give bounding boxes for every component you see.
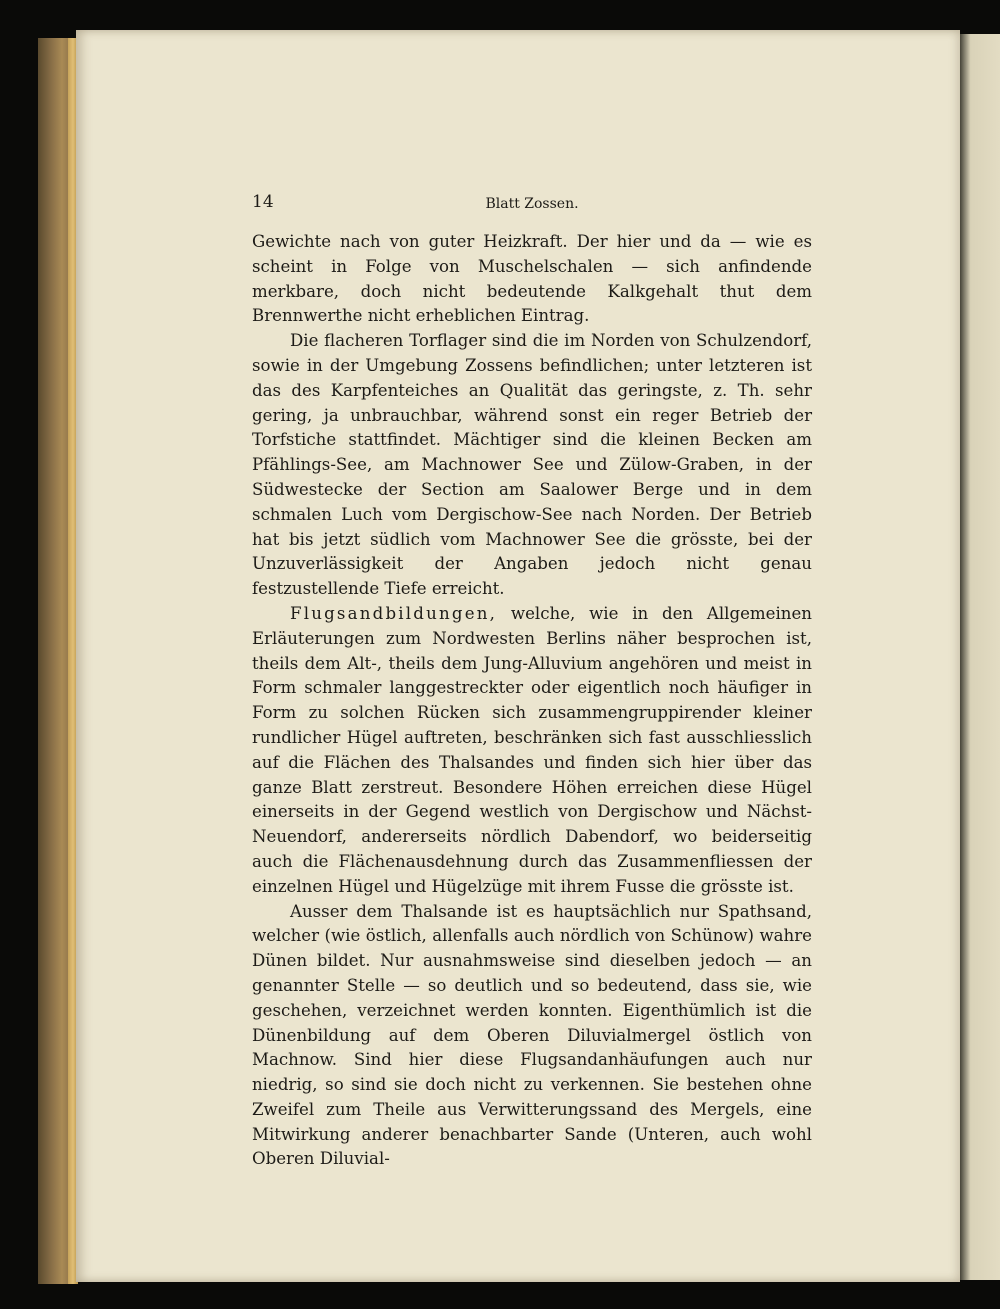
paragraph-text: Gewichte nach von guter Heizkraft. Der hier und da — wie es scheint in Folge von Muschelschalen — sich anfindende merkbare, doch nicht bedeutende Kalkgehalt thut dem Brennwerthe nicht erheblichen Eintrag.	[252, 232, 812, 326]
paragraph	[252, 602, 812, 900]
paragraph	[252, 900, 812, 1173]
paragraph-text: Die flacheren Torflager sind die im Norden von Schulzendorf, sowie in der Umgebung Zossens befindlichen; unter letzteren ist das des Karpfenteiches an Qualität das geringste, z. Th. sehr gering, ja unbrauchbar, während sonst ein reger Betrieb der Torfstiche stattfindet. Mächtiger sind die kleinen Becken am Pfählings-See, am Machnower See und Zülow-Graben, in der Südwestecke der Section am Saalower Berge und in dem schmalen Luch vom Dergischow-See nach Norden. Der Betrieb hat bis jetzt südlich vom Machnower See die grösste, bei der Unzuverlässigkeit der Angaben jedoch nicht genau festzustellende Tiefe erreicht.	[252, 331, 812, 599]
paragraph-text: welche, wie in den Allgemeinen Erläuterungen zum Nordwesten Berlins näher besprochen ist, theils dem Alt-, theils dem Jung-Alluvium angehören und meist in Form schmaler langgestreckter oder eigentlich noch häufiger in Form zu solchen Rücken sich zusammengruppirender kleiner rundlicher Hügel auftreten, beschränken sich fast ausschliesslich auf die Flächen des Thalsandes und finden sich hier über das ganze Blatt zerstreut. Besondere Höhen erreichen diese Hügel einerseits in der Gegend westlich von Dergischow und Nächst-Neuendorf, andererseits nördlich Dabendorf, wo beiderseitig auch die Flächenausdehnung durch das Zusammenfliessen der einzelnen Hügel und Hügelzüge mit ihrem Fusse die grösste ist.	[252, 603, 812, 896]
page-number: 14	[252, 192, 274, 212]
running-head: Blatt Zossen.	[485, 196, 579, 212]
page-content	[252, 188, 812, 1172]
paragraph	[252, 329, 812, 602]
body-text	[252, 230, 812, 1172]
section-lead-term: Flugsandbildungen,	[290, 603, 498, 623]
paragraph	[252, 230, 812, 329]
paragraph-text: Ausser dem Thalsande ist es hauptsächlich nur Spathsand, welcher (wie östlich, allenfalls auch nördlich von Schünow) wahre Dünen bildet. Nur ausnahmsweise sind dieselben jedoch — an genannter Stelle — so deutlich und so bedeutend, dass sie, wie geschehen, verzeichnet werden konnten. Eigenthümlich ist die Dünenbildung auf dem Oberen Diluvialmergel östlich von Machnow. Sind hier diese Flugsandanhäufungen auch nur niedrig, so sind sie doch nicht zu verkennen. Sie bestehen ohne Zweifel zum Theile aus Verwitterungssand des Mergels, eine Mitwirkung anderer benachbarter Sande (Unteren, auch wohl Oberen Diluvial-	[252, 901, 812, 1169]
facing-page-edge	[958, 34, 1000, 1280]
page-header	[252, 188, 812, 220]
